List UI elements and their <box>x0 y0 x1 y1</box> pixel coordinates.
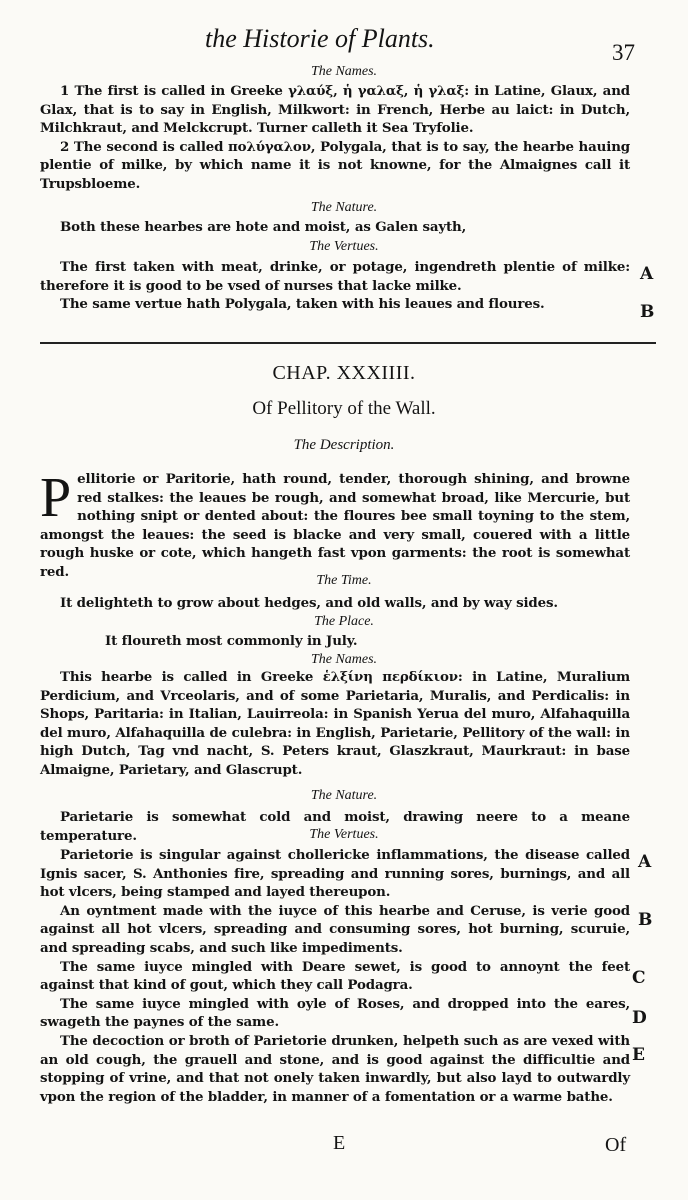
chapter-vertues-heading: The Vertues. <box>309 827 379 842</box>
names-paragraph-1: 1 The first is called in Greeke γλαύξ, ἡ γαλαξ, ἡ γλαξ: in Latine, Glaux, and Glax, that is to say in English, Milkwort: in French, Herbe au laict: in Dutch, Milchkraut, and Melckcrupt. Turner calleth it Sea Tryfolie. <box>40 83 630 137</box>
vertues-paragraph-1: The first taken with meat, drinke, or potage, ingendreth plentie of milke: therefore it is good to be vsed of nurses that lacke milke. <box>40 259 630 294</box>
time-paragraph: It delighteth to grow about hedges, and old walls, and by way sides. <box>60 595 558 611</box>
signature-mark: E <box>333 1132 346 1154</box>
names-block <box>40 82 630 194</box>
place-heading: The Place. <box>314 614 374 629</box>
names-heading: The Names. <box>310 64 378 79</box>
chapter-names-heading: The Names. <box>310 652 378 667</box>
chapter-nature-paragraph: Parietarie is somewhat cold and moist, drawing neere to a meane temperature. <box>40 809 630 844</box>
chapter-number: CHAP. XXXIIII. <box>272 362 416 384</box>
margin-letter-a2: A <box>638 852 652 872</box>
vertues-paragraph-2: The same vertue hath Polygala, taken with his leaues and floures. <box>60 296 545 313</box>
chapter-names-block <box>40 668 630 780</box>
description-heading: The Description. <box>293 437 395 453</box>
margin-letter-b2: B <box>638 910 653 930</box>
time-heading: The Time. <box>316 573 372 588</box>
margin-letter-d: D <box>632 1008 647 1028</box>
description-paragraph: ellitorie or Paritorie, hath round, tender, thorough shining, and browne red stalkes: the leaues be rough, and somewhat broad, like Mercurie, but nothing snipt or dented about: the floures bee small toyning to the stem, amongst the leaues: the seed is blacke and very small, couered with a little rough huske or cote, which hangeth fast vpon garments: the root is somewhat red. <box>40 471 630 580</box>
chapter-names-paragraph: This hearbe is called in Greeke ἑλξίνη περδίκιον: in Latine, Muralium Perdicium, and Vrceolaris, and of some Parietaria, Muralis, and Perdicalis: in Shops, Paritaria: in Italian, Lauirreola: in Spanish Yerua del muro, Alfahaquilla del muro, Alfahaquilla de culebra: in English, Parietarie, Pellitory of the wall: in high Dutch, Tag vnd nacht, S. Peters kraut, Glaszkraut, Maurkraut: in base Almaigne, Parietary, and Glascrupt. <box>40 669 630 778</box>
chapter-title: Of Pellitory of the Wall. <box>252 398 436 419</box>
vertue-paragraph-5: The decoction or broth of Parietorie drunken, helpeth such as are vexed with an old cough, the grauell and stone, and is good against the difficultie and stopping of vrine, and that not onely taken inwardly, but also layd to outwardly vpon the region of the bladder, in manner of a fomentation or a warme bathe. <box>40 1032 630 1105</box>
nature-block <box>40 218 630 237</box>
names-paragraph-2: 2 The second is called πολύγαλον, Polygala, that is to say, the hearbe hauing plentie of milke, by which name it is not knowne, for the Almaignes call it Trupsbloeme. <box>40 138 630 192</box>
vertue-paragraph-3: The same iuyce mingled with Deare sewet, is good to annoynt the feet against that kind of gout, which they call Podagra. <box>40 958 630 994</box>
page-number: 37 <box>612 40 635 65</box>
margin-letter-b: B <box>640 302 655 322</box>
vertue-paragraph-2: An oyntment made with the iuyce of this hearbe and Ceruse, is verie good against all hot vlcers, spreading and consuming sores, hot burning, scuruie, and spreading scabs, and such like impediments. <box>40 902 630 956</box>
vertues-heading: The Vertues. <box>309 239 379 254</box>
nature-heading: The Nature. <box>310 200 378 215</box>
chapter-nature-heading: The Nature. <box>310 788 378 803</box>
drop-capital: P <box>40 467 72 529</box>
place-block <box>85 632 645 651</box>
vertue-paragraph-1: Parietorie is singular against chollericke inflammations, the disease called Ignis sacer, S. Anthonies fire, spreading and running sores, burnings, and all hot vlcers, being stamped and layed thereupon. <box>40 847 630 901</box>
margin-letter-e: E <box>632 1045 645 1065</box>
chapter-vertues-block <box>40 846 630 1106</box>
catchword: Of <box>605 1134 627 1156</box>
nature-paragraph: Both these hearbes are hote and moist, as Galen sayth, <box>60 219 467 235</box>
vertue-paragraph-4: The same iuyce mingled with oyle of Roses, and dropped into the eares, swageth the paynes of the same. <box>40 995 630 1031</box>
margin-letter-a: A <box>640 264 654 284</box>
vertues-block <box>40 258 630 314</box>
time-block <box>40 594 630 613</box>
description-block <box>40 467 630 582</box>
section-rule <box>40 342 656 344</box>
margin-letter-c: C <box>632 968 646 988</box>
running-title: the Historie of Plants. <box>205 24 435 53</box>
place-paragraph: It floureth most commonly in July. <box>105 633 358 649</box>
